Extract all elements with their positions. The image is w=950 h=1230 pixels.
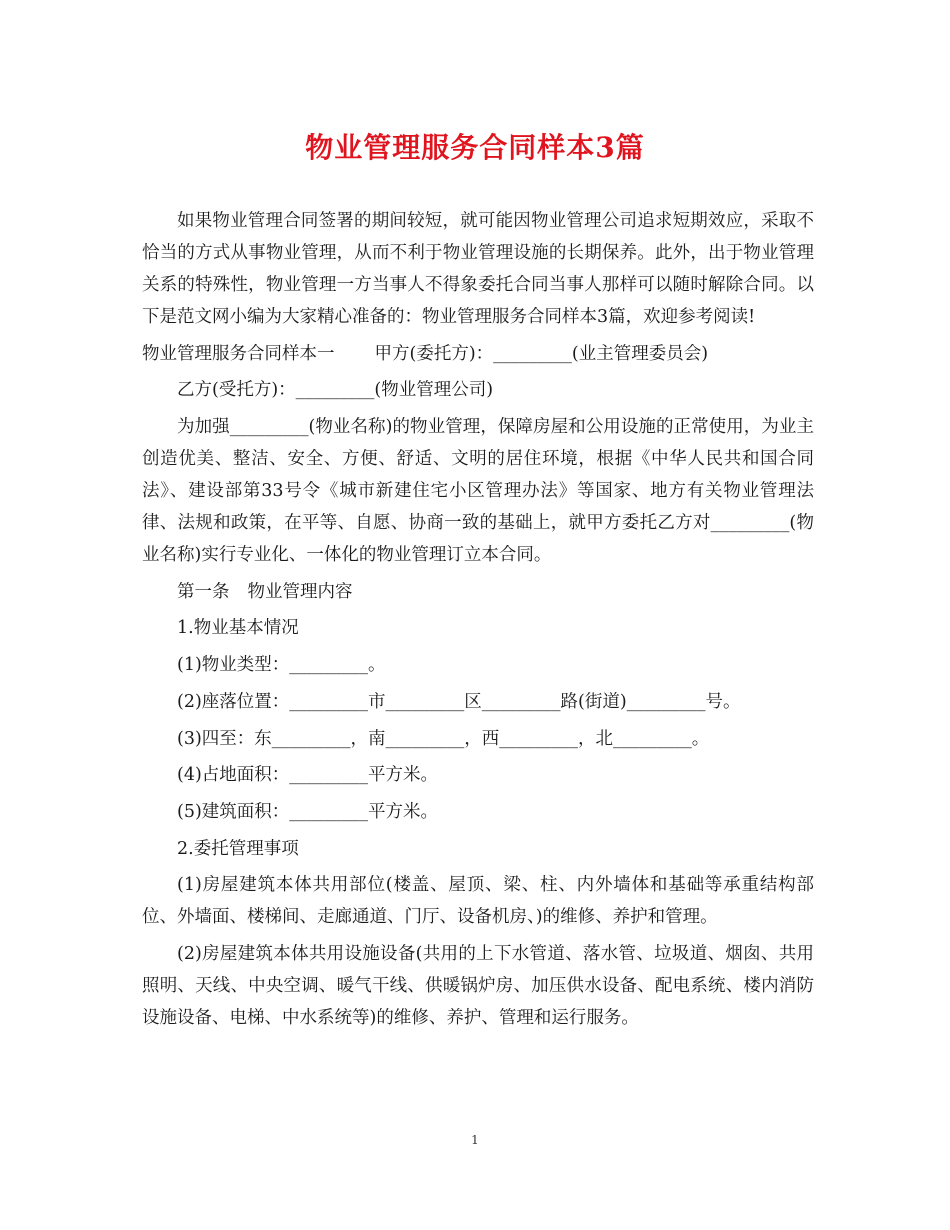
- article-1-title: 物业管理内容: [247, 581, 353, 602]
- purpose-paragraph: 为加强_________(物业名称)的物业管理，保障房屋和公用设施的正常使用，为业主创造优美、整洁、安全、方便、舒适、文明的居住环境，根据《中华人民共和国合同法》、建设部第33号令《城市新建住宅小区管理办法》等国家、地方有关物业管理法律、法规和政策，在平等、自愿、协商一致的基础上，就甲方委托乙方对_________(物业名称)实行专业化、一体化的物业管理订立本合同。: [142, 417, 814, 566]
- section-1-heading: 1.物业基本情况: [177, 618, 299, 639]
- section-2-heading: 2.委托管理事项: [177, 838, 299, 859]
- location-item: (2)座落位置：_________市_________区_________路(街道)_________号。: [177, 691, 741, 712]
- intro-paragraph: 如果物业管理合同签署的期间较短，就可能因物业管理公司追求短期效应，采取不恰当的方式从事物业管理，从而不利于物业管理设施的长期保养。此外，出于物业管理关系的特殊性，物业管理一方当事人不得象委托合同当事人那样可以随时解除合同。以下是范文网小编为大家精心准备的：物业管理服务合同样本3篇，欢迎参考阅读!: [142, 211, 814, 327]
- party-a: 甲方(委托方)：_________(业主管理委员会): [374, 343, 709, 364]
- page-number: 1: [471, 1133, 479, 1147]
- article-1-label: 第一条: [177, 581, 230, 602]
- building-area-item: (5)建筑面积：_________平方米。: [177, 801, 439, 822]
- document-title: 物业管理服务合同样本3篇: [305, 131, 645, 164]
- article-1-heading: [142, 576, 814, 608]
- sample-heading: 物业管理服务合同样本一: [142, 343, 335, 364]
- sample-heading-line: [142, 338, 814, 370]
- document-body: [142, 205, 814, 1039]
- entrust-item-1: (1)房屋建筑本体共用部位(楼盖、屋顶、梁、柱、内外墙体和基础等承重结构部位、外墙面、楼梯间、走廊通道、门厅、设备机房、)的维修、养护和管理。: [142, 875, 814, 928]
- boundaries-item: (3)四至：东_________，南_________，西_________，北_________。: [177, 728, 710, 749]
- entrust-item-2: (2)房屋建筑本体共用设施设备(共用的上下水管道、落水管、垃圾道、烟囱、共用照明、天线、中央空调、暖气干线、供暖锅炉房、加压供水设备、配电系统、楼内消防设施设备、电梯、中水系统等)的维修、养护、管理和运行服务。: [142, 943, 814, 1028]
- party-b: 乙方(受托方)：_________(物业管理公司): [177, 380, 494, 401]
- land-area-item: (4)占地面积：_________平方米。: [177, 765, 439, 786]
- property-type-item: (1)物业类型：_________。: [177, 655, 386, 676]
